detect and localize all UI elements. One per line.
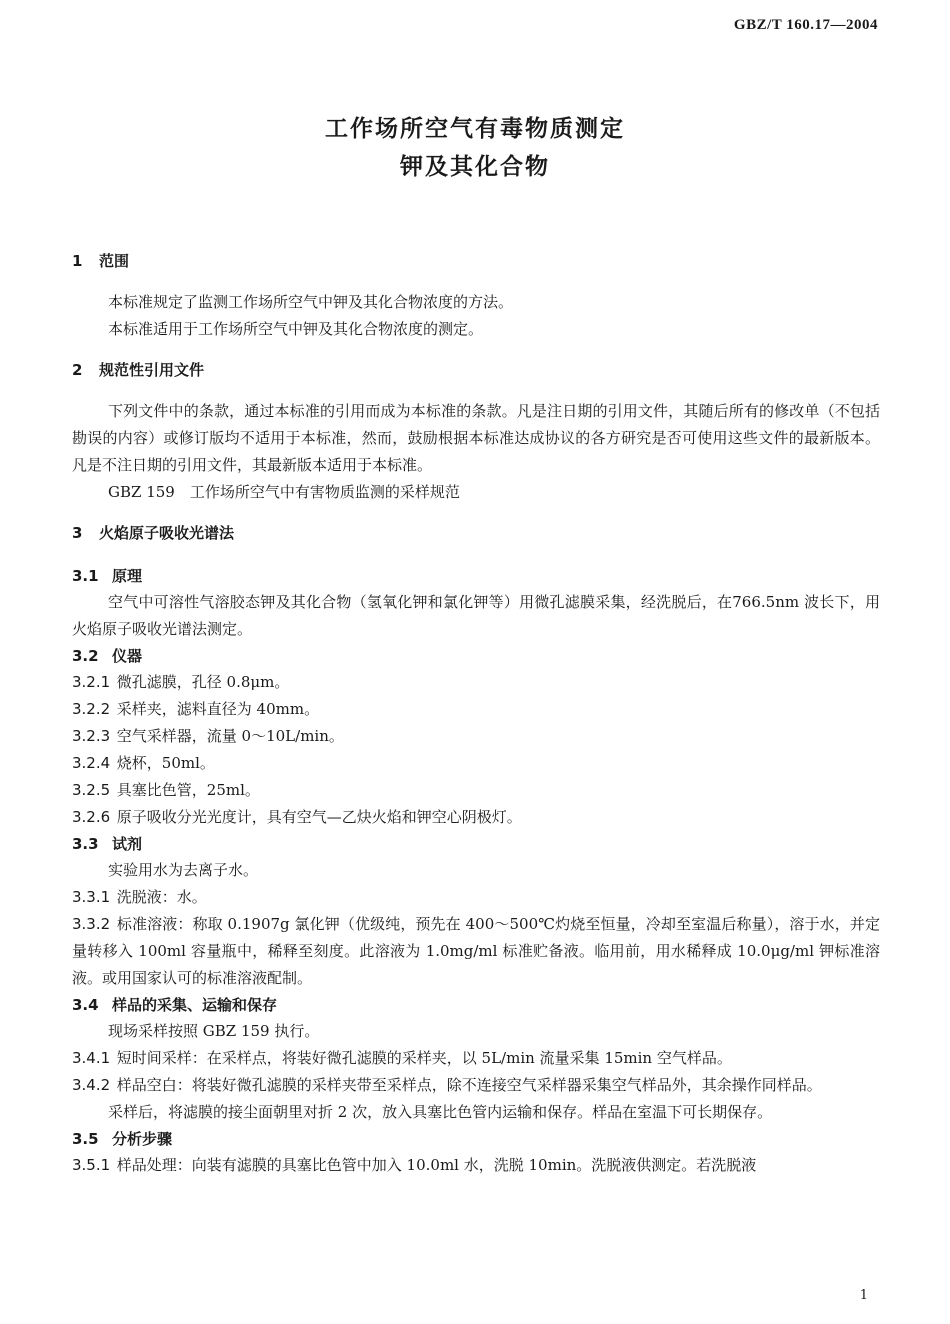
- standard-code: GBZ/T 160.17—2004: [733, 17, 878, 33]
- subsection-heading: [72, 643, 880, 669]
- clause-item: [72, 669, 880, 696]
- clause-text: 烧杯，50ml。: [116, 754, 215, 772]
- subsection-title: 样品的采集、运输和保存: [112, 996, 278, 1014]
- section-number: 3: [72, 524, 83, 542]
- clause-text: 标准溶液：称取 0.1907g 氯化钾（优级纯，预先在 400～500℃灼烧至恒量，冷却至室温后称量），溶于水，并定量转移入 100ml 容量瓶中，稀释至刻度。此溶液为 1.0mg/ml 标准贮备液。临用前，用水稀释成 10.0μg/ml 钾标准溶液。或用国家认可的标准溶液配制。: [72, 915, 880, 987]
- subsection-number: 3.5: [72, 1130, 99, 1148]
- paragraph: 本标准适用于工作场所空气中钾及其化合物浓度的测定。: [108, 320, 484, 338]
- subsection-heading: [72, 831, 880, 857]
- clause-item: [72, 804, 880, 831]
- section-heading: [72, 248, 880, 275]
- clause-item: [72, 884, 880, 911]
- section-number: 1: [72, 252, 83, 270]
- clause-number: 3.2.2: [72, 700, 111, 718]
- clause-item: [72, 1072, 880, 1099]
- section-heading: [72, 357, 880, 384]
- clause-number: 3.2.3: [72, 727, 111, 745]
- section-number: 2: [72, 361, 83, 379]
- clause-text: 样品空白：将装好微孔滤膜的采样夹带至采样点，除不连接空气采样器采集空气样品外，其余操作同样品。: [116, 1076, 822, 1094]
- clause-item: [72, 696, 880, 723]
- paragraph: 下列文件中的条款，通过本标准的引用而成为本标准的条款。凡是注日期的引用文件，其随后所有的修改单（不包括勘误的内容）或修订版均不适用于本标准，然而，鼓励根据本标准达成协议的各方研究是否可使用这些文件的最新版本。凡是不注日期的引用文件，其最新版本适用于本标准。: [72, 402, 880, 474]
- clause-number: 3.2.5: [72, 781, 111, 799]
- section-title: 规范性引用文件: [99, 361, 205, 379]
- document-title: 工作场所空气有毒物质测定: [325, 116, 625, 142]
- clause-number: 3.2.6: [72, 808, 111, 826]
- subsection-number: 3.4: [72, 996, 99, 1014]
- subsection-number: 3.1: [72, 567, 99, 585]
- clause-text: 微孔滤膜，孔径 0.8μm。: [116, 673, 290, 691]
- subsection-title: 原理: [112, 567, 143, 585]
- subsection-number: 3.3: [72, 835, 99, 853]
- clause-text: 样品处理：向装有滤膜的具塞比色管中加入 10.0ml 水，洗脱 10min。洗脱液供测定。若洗脱液: [116, 1156, 757, 1174]
- clause-number: 3.2.4: [72, 754, 111, 772]
- subsection-title: 仪器: [112, 647, 143, 665]
- document-subtitle: 钾及其化合物: [400, 154, 550, 180]
- paragraph: 实验用水为去离子水。: [108, 861, 259, 879]
- clause-item: [72, 1152, 880, 1179]
- subsection-heading: [72, 563, 880, 589]
- subsection-heading: [72, 1126, 880, 1152]
- normative-reference: GBZ 159 工作场所空气中有害物质监测的采样规范: [108, 483, 460, 501]
- subsection-number: 3.2: [72, 647, 99, 665]
- clause-item: [72, 911, 880, 992]
- paragraph: 空气中可溶性气溶胶态钾及其化合物（氢氧化钾和氯化钾等）用微孔滤膜采集，经洗脱后，在766.5nm 波长下，用火焰原子吸收光谱法测定。: [72, 593, 880, 638]
- clause-item: [72, 777, 880, 804]
- paragraph: 采样后，将滤膜的接尘面朝里对折 2 次，放入具塞比色管内运输和保存。样品在室温下可长期保存。: [108, 1103, 773, 1121]
- clause-text: 空气采样器，流量 0～10L/min。: [116, 727, 344, 745]
- clause-item: [72, 1045, 880, 1072]
- clause-item: [72, 723, 880, 750]
- subsection-heading: [72, 992, 880, 1018]
- clause-number: 3.4.1: [72, 1049, 111, 1067]
- clause-text: 具塞比色管，25ml。: [116, 781, 260, 799]
- subsection-title: 分析步骤: [112, 1130, 173, 1148]
- clause-number: 3.2.1: [72, 673, 111, 691]
- clause-number: 3.3.2: [72, 915, 111, 933]
- subsection-title: 试剂: [112, 835, 143, 853]
- paragraph: 现场采样按照 GBZ 159 执行。: [108, 1022, 320, 1040]
- clause-text: 短时间采样：在采样点，将装好微孔滤膜的采样夹，以 5L/min 流量采集 15min 空气样品。: [116, 1049, 732, 1067]
- paragraph: 本标准规定了监测工作场所空气中钾及其化合物浓度的方法。: [108, 293, 514, 311]
- section-heading: [72, 520, 880, 547]
- section-title: 火焰原子吸收光谱法: [99, 524, 235, 542]
- section-title: 范围: [99, 252, 130, 270]
- clause-text: 洗脱液：水。: [116, 888, 207, 906]
- document-body: [72, 248, 880, 1179]
- clause-text: 采样夹，滤料直径为 40mm。: [116, 700, 320, 718]
- clause-number: 3.3.1: [72, 888, 111, 906]
- clause-item: [72, 750, 880, 777]
- page-number: 1: [859, 1288, 868, 1303]
- clause-text: 原子吸收分光光度计，具有空气—乙炔火焰和钾空心阴极灯。: [116, 808, 522, 826]
- clause-number: 3.5.1: [72, 1156, 111, 1174]
- clause-number: 3.4.2: [72, 1076, 111, 1094]
